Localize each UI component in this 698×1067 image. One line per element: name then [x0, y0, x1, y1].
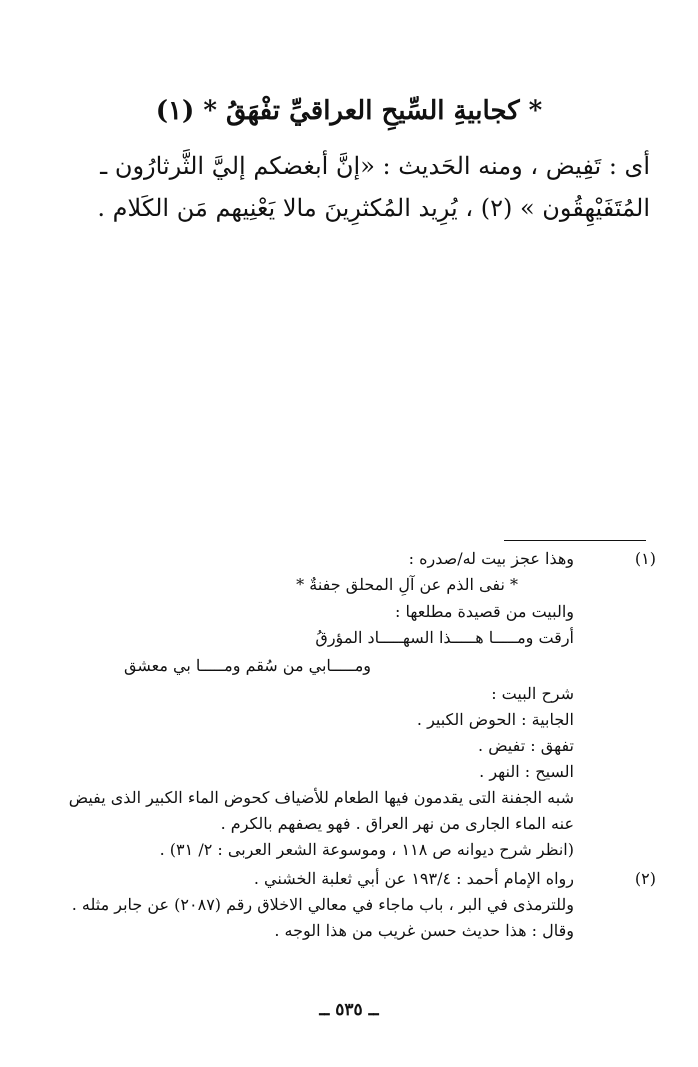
footnote-line: الجابية : الحوض الكبير .	[416, 710, 574, 729]
footnote-line: عنه الماء الجارى من نهر العراق . فهو يصفهم بالكرم .	[220, 814, 574, 833]
footnote-line: رواه الإمام أحمد : ١٩٣/٤ عن أبي ثعلبة الخشني .	[253, 869, 574, 888]
footnote-line: ومـــــابي من سُقم ومـــــا بي معشق	[124, 656, 372, 675]
footnote-line: وقال : هذا حديث حسن غريب من هذا الوجه .	[274, 921, 574, 940]
footnote-line: والبيت من قصيدة مطلعها :	[395, 602, 574, 621]
entry-heading: * كجابيةِ السِّيحِ العراقيِّ تفْهَقُ * (١)	[155, 96, 543, 126]
footnote-2-marker: (٢)	[634, 869, 656, 888]
body-line-1: أى : تَفِيض ، ومنه الحَديث : «إنَّ أبغضكم إليَّ الثَّرثارُون ـ	[100, 152, 650, 180]
footnote-line: السيح : النهر .	[479, 762, 574, 781]
footnote-line: شبه الجفنة التى يقدمون فيها الطعام للأضياف كحوض الماء الكبير الذى يفيض	[68, 788, 574, 807]
footnote-line: * نفى الذم عن آلِ المحلق جفنةٌ *	[296, 575, 518, 594]
footnote-line: أرقت ومـــــا هـــــذا السهـــــاد المؤرقُ	[315, 628, 574, 647]
page-number: ــ ٥٣٥ ــ	[319, 1000, 379, 1020]
footnote-line: شرح البيت :	[491, 684, 574, 703]
body-line-2: المُتَفَيْهِقُون » (٢) ، يُرِيد المُكثرِينَ مالا يَعْنِيهم مَن الكَلام .	[97, 194, 650, 222]
footnote-line: وهذا عجز بيت له/صدره :	[408, 549, 574, 568]
footnote-line: تفهق : تفيض .	[478, 736, 574, 755]
footnote-line: (انظر شرح ديوانه ص ١١٨ ، وموسوعة الشعر العربى : ٢/ ٣١) .	[159, 840, 574, 859]
footnote-1-marker: (١)	[634, 549, 656, 568]
footnote-line: وللترمذى في البر ، باب ماجاء في معالي الاخلاق رقم (٢٠٨٧) عن جابر مثله .	[71, 895, 574, 914]
footnote-separator	[504, 540, 646, 541]
